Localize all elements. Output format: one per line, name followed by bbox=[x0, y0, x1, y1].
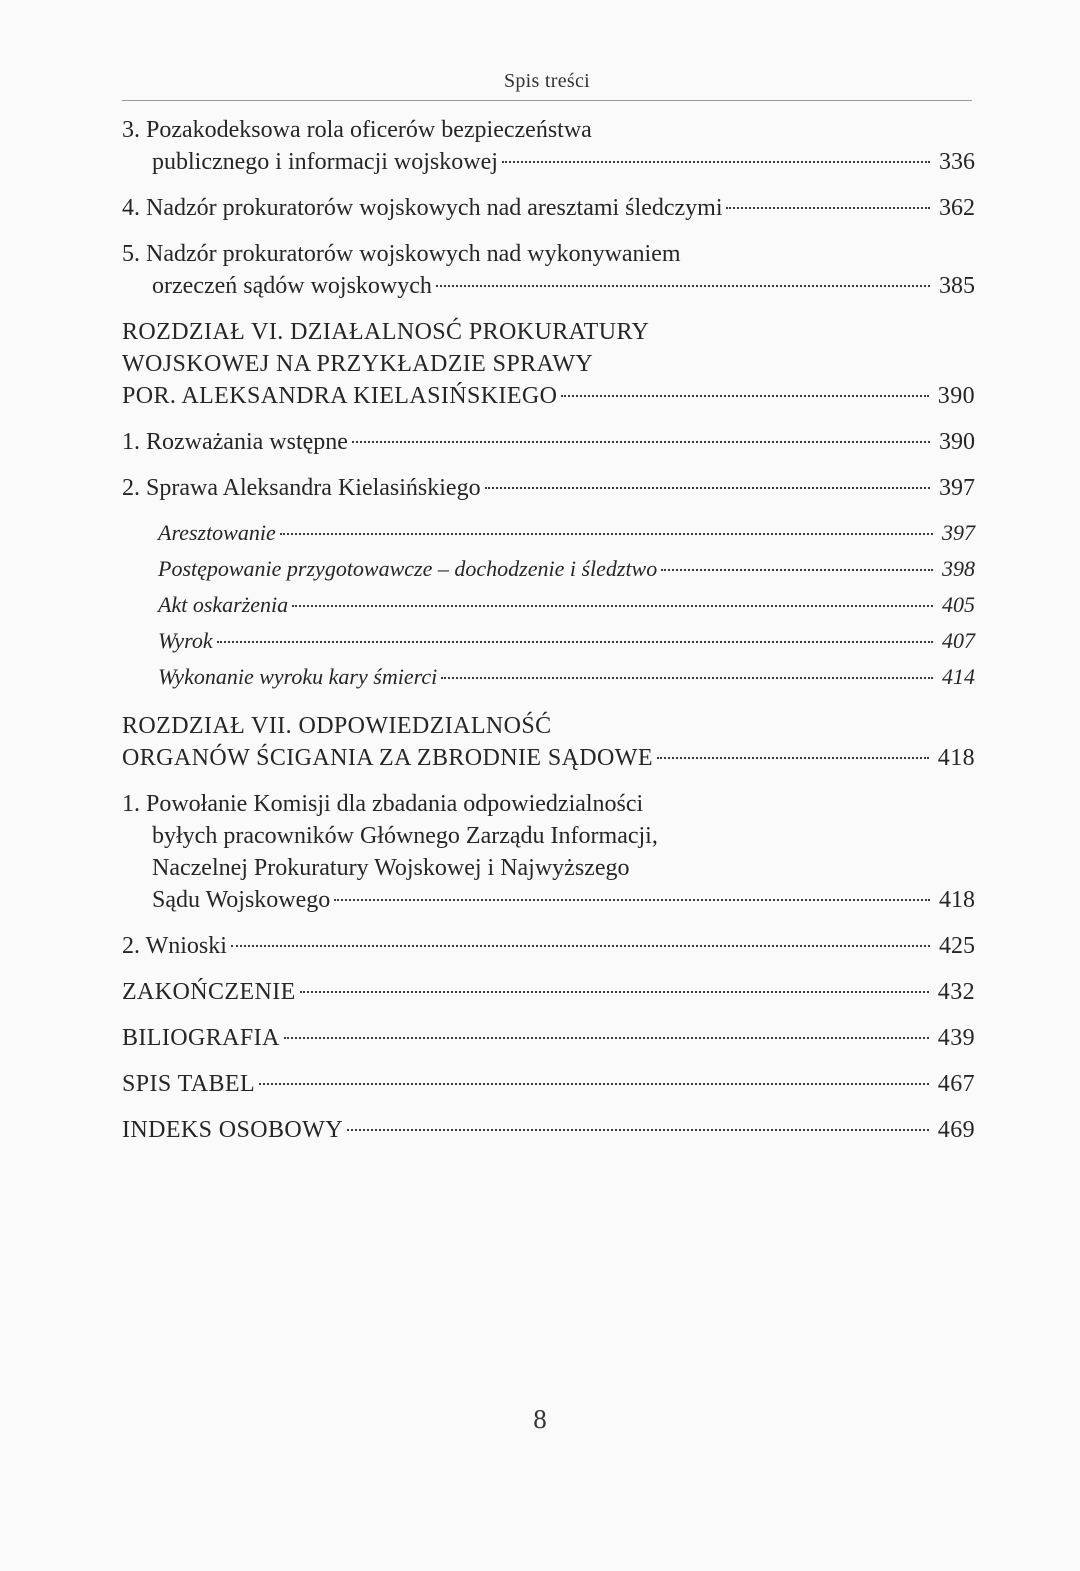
toc-line bbox=[122, 884, 975, 916]
dot-leader bbox=[292, 605, 933, 607]
toc-line bbox=[122, 788, 975, 820]
toc-line bbox=[122, 662, 975, 691]
running-head: Spis treści bbox=[503, 70, 591, 92]
toc-line bbox=[122, 380, 975, 412]
toc-line bbox=[122, 710, 975, 742]
dot-leader bbox=[352, 441, 930, 443]
toc-entry-title: 3. Pozakodeksowa rola oficerów bezpieczeństwa bbox=[122, 117, 592, 143]
toc-entry-title: ROZDZIAŁ VII. ODPOWIEDZIALNOŚĆ bbox=[122, 713, 552, 739]
toc-line bbox=[122, 316, 975, 348]
toc-entry-title: BILIOGRAFIA bbox=[122, 1025, 280, 1051]
dot-leader bbox=[259, 1083, 929, 1085]
toc-page-number: 418 bbox=[937, 745, 975, 771]
toc-entry bbox=[122, 472, 975, 504]
toc-entry bbox=[122, 662, 975, 691]
toc-entry-title: ROZDZIAŁ VI. DZIAŁALNOSĆ PROKURATURY bbox=[122, 319, 650, 345]
toc-entry bbox=[122, 426, 975, 458]
toc-entry bbox=[122, 114, 975, 178]
toc-entry-title: byłych pracowników Głównego Zarządu Informacji, bbox=[152, 823, 658, 849]
dot-leader bbox=[217, 641, 933, 643]
toc-entry bbox=[122, 1068, 975, 1100]
toc-entry-title: orzeczeń sądów wojskowych bbox=[152, 273, 432, 299]
toc-page-number: 425 bbox=[939, 933, 975, 959]
toc-line bbox=[122, 348, 975, 380]
dot-leader bbox=[284, 1037, 929, 1039]
toc-page-number: 469 bbox=[937, 1117, 975, 1143]
toc-entry-title: SPIS TABEL bbox=[122, 1071, 255, 1097]
toc-entry bbox=[122, 1114, 975, 1146]
dot-leader bbox=[661, 569, 933, 571]
dot-leader bbox=[334, 899, 930, 901]
toc-line bbox=[122, 472, 975, 504]
toc-line bbox=[122, 426, 975, 458]
dot-leader bbox=[485, 487, 930, 489]
toc-entry-title: ORGANÓW ŚCIGANIA ZA ZBRODNIE SĄDOWE bbox=[122, 745, 653, 771]
toc-line bbox=[122, 270, 975, 302]
toc-page-number: 439 bbox=[937, 1025, 975, 1051]
toc-line bbox=[122, 590, 975, 619]
toc-entry bbox=[122, 626, 975, 655]
toc-line bbox=[122, 976, 975, 1008]
toc-entry-title: 1. Rozważania wstępne bbox=[122, 429, 348, 455]
toc-entry bbox=[122, 930, 975, 962]
toc-line bbox=[122, 626, 975, 655]
toc-entry-title: Aresztowanie bbox=[158, 520, 276, 545]
toc-entry-title: 4. Nadzór prokuratorów wojskowych nad aresztami śledczymi bbox=[122, 195, 723, 221]
toc-entry bbox=[122, 710, 975, 774]
dot-leader bbox=[561, 395, 928, 397]
dot-leader bbox=[502, 161, 930, 163]
toc-page-number: 414 bbox=[942, 664, 975, 689]
toc-line bbox=[122, 238, 975, 270]
dot-leader bbox=[280, 533, 933, 535]
toc-entry bbox=[122, 554, 975, 583]
table-of-contents bbox=[122, 114, 975, 1160]
toc-entry-title: POR. ALEKSANDRA KIELASIŃSKIEGO bbox=[122, 383, 558, 409]
dot-leader bbox=[436, 285, 930, 287]
page-number: 8 bbox=[533, 1404, 547, 1434]
toc-line bbox=[122, 114, 975, 146]
toc-entry-title: Sądu Wojskowego bbox=[152, 887, 331, 913]
toc-entry bbox=[122, 1022, 975, 1054]
toc-page-number: 385 bbox=[939, 273, 975, 299]
toc-entry-title: publicznego i informacji wojskowej bbox=[152, 149, 498, 175]
toc-entry bbox=[122, 316, 975, 412]
toc-page-number: 390 bbox=[937, 383, 975, 409]
toc-entry-title: 2. Sprawa Aleksandra Kielasińskiego bbox=[122, 475, 481, 501]
toc-entry-title: ZAKOŃCZENIE bbox=[122, 979, 296, 1005]
toc-page-number: 390 bbox=[939, 429, 975, 455]
toc-page-number: 432 bbox=[937, 979, 975, 1005]
toc-line bbox=[122, 554, 975, 583]
toc-line bbox=[122, 192, 975, 224]
toc-page-number: 362 bbox=[939, 195, 975, 221]
toc-page-number: 397 bbox=[942, 520, 975, 545]
toc-entry bbox=[122, 518, 975, 547]
toc-entry-title: Wykonanie wyroku kary śmierci bbox=[158, 664, 438, 689]
toc-page-number: 467 bbox=[937, 1071, 975, 1097]
dot-leader bbox=[441, 677, 933, 679]
toc-entry-title: Naczelnej Prokuratury Wojskowej i Najwyższego bbox=[152, 855, 630, 881]
toc-page-number: 397 bbox=[939, 475, 975, 501]
toc-entry-title: Postępowanie przygotowawcze – dochodzenie i śledztwo bbox=[158, 556, 658, 581]
toc-entry bbox=[122, 238, 975, 302]
dot-leader bbox=[347, 1129, 929, 1131]
toc-line bbox=[122, 518, 975, 547]
toc-line bbox=[122, 1022, 975, 1054]
toc-line bbox=[122, 1114, 975, 1146]
toc-page-number: 418 bbox=[939, 887, 975, 913]
toc-entry bbox=[122, 590, 975, 619]
toc-line bbox=[122, 742, 975, 774]
toc-entry-title: 2. Wnioski bbox=[122, 933, 227, 959]
toc-page-number: 336 bbox=[939, 149, 975, 175]
toc-line bbox=[122, 930, 975, 962]
toc-entry-title: 1. Powołanie Komisji dla zbadania odpowiedzialności bbox=[122, 791, 644, 817]
toc-entry-title: WOJSKOWEJ NA PRZYKŁADZIE SPRAWY bbox=[122, 351, 594, 377]
toc-entry-title: 5. Nadzór prokuratorów wojskowych nad wykonywaniem bbox=[122, 241, 681, 267]
toc-entry-title: Akt oskarżenia bbox=[158, 592, 289, 617]
dot-leader bbox=[726, 207, 930, 209]
toc-line bbox=[122, 820, 975, 852]
toc-page-number: 398 bbox=[942, 556, 975, 581]
toc-entry-title: INDEKS OSOBOWY bbox=[122, 1117, 343, 1143]
toc-entry-title: Wyrok bbox=[158, 628, 213, 653]
dot-leader bbox=[657, 757, 929, 759]
dot-leader bbox=[300, 991, 929, 993]
toc-page-number: 407 bbox=[942, 628, 975, 653]
dot-leader bbox=[231, 945, 930, 947]
toc-line bbox=[122, 1068, 975, 1100]
header-rule bbox=[122, 100, 972, 101]
toc-page-number: 405 bbox=[942, 592, 975, 617]
toc-line bbox=[122, 146, 975, 178]
toc-line bbox=[122, 852, 975, 884]
toc-entry bbox=[122, 192, 975, 224]
toc-entry bbox=[122, 788, 975, 916]
toc-entry bbox=[122, 976, 975, 1008]
